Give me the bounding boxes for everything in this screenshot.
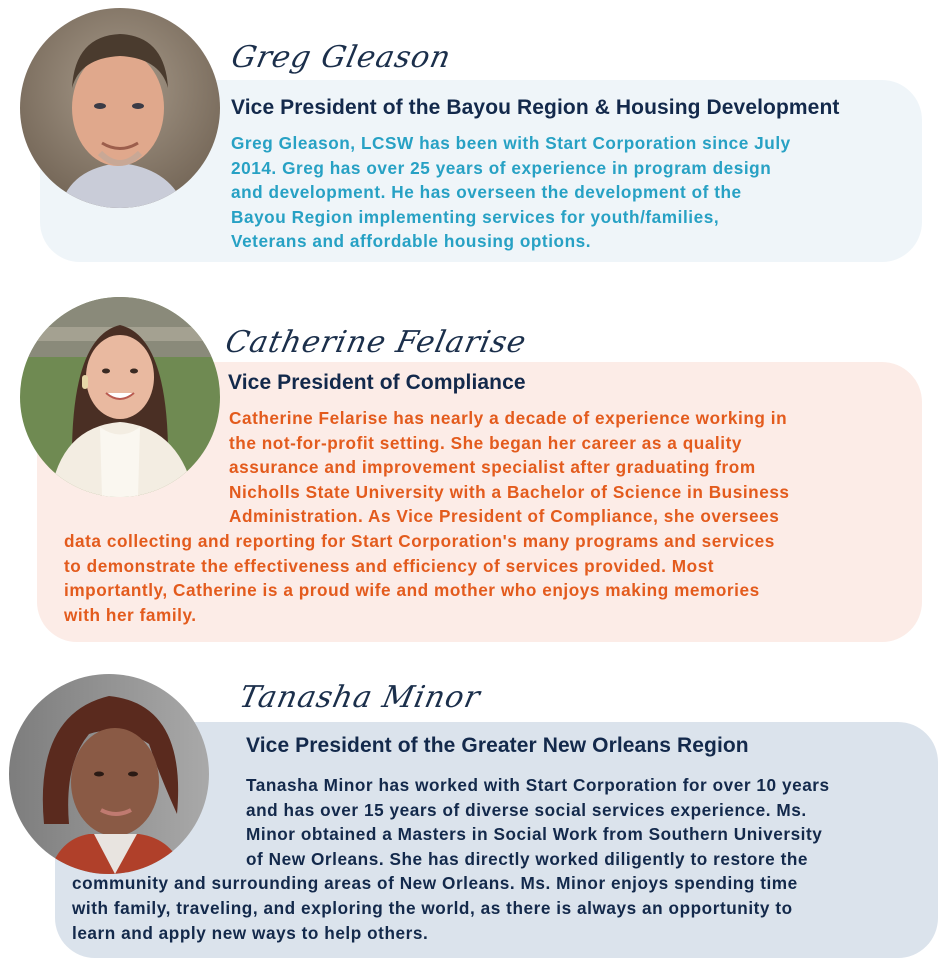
bio-text [231, 131, 791, 254]
signature-name: Catherine Felarise [222, 325, 530, 360]
bio-text [72, 773, 830, 945]
signature-name: Greg Gleason [228, 40, 455, 75]
bio-line: Administration. As Vice President of Compliance, she oversees [229, 506, 780, 527]
bio-line: and development. He has overseen the development of the [231, 182, 742, 203]
bio-line: Veterans and affordable housing options. [231, 231, 592, 252]
bio-line: Bayou Region implementing services for youth/families, [231, 206, 720, 227]
bio-line: assurance and improvement specialist after graduating from [229, 457, 756, 478]
bio-line: 2014. Greg has over 25 years of experience in program design [231, 157, 772, 178]
bio-line: with family, traveling, and exploring the world, as there is always an opportunity to [72, 897, 793, 918]
bio-line: to demonstrate the effectiveness and efficiency of services provided. Most [64, 555, 715, 576]
person-photo-icon [20, 8, 220, 208]
bio-text [64, 406, 790, 627]
bio-line: Greg Gleason, LCSW has been with Start Corporation since July [231, 133, 791, 153]
bio-line: Minor obtained a Masters in Social Work from Southern University [246, 824, 823, 845]
job-title: Vice President of Compliance [228, 371, 526, 394]
bio-line: with her family. [64, 604, 197, 625]
bio-line: Nicholls State University with a Bachelor of Science in Business [229, 481, 790, 502]
bio-line: Catherine Felarise has nearly a decade of experience working in [229, 408, 788, 428]
bio-line: the not-for-profit setting. She began her career as a quality [229, 432, 742, 453]
bio-line: of New Orleans. She has directly worked diligently to restore the [246, 848, 809, 869]
bio-line: importantly, Catherine is a proud wife and mother who enjoys making memories [64, 580, 760, 601]
bio-line: community and surrounding areas of New Orleans. Ms. Minor enjoys spending time [72, 873, 798, 894]
bio-line: data collecting and reporting for Start Corporation's many programs and services [64, 530, 775, 551]
signature-name: Tanasha Minor [236, 680, 484, 715]
bio-line: learn and apply new ways to help others. [72, 922, 429, 943]
bio-line: Tanasha Minor has worked with Start Corporation for over 10 years [246, 775, 830, 795]
job-title: Vice President of the Bayou Region & Housing Development [231, 96, 840, 119]
portrait-photo-greg [20, 8, 220, 208]
job-title: Vice President of the Greater New Orleans Region [246, 734, 749, 757]
bio-line: and has over 15 years of diverse social services experience. Ms. [246, 799, 807, 820]
